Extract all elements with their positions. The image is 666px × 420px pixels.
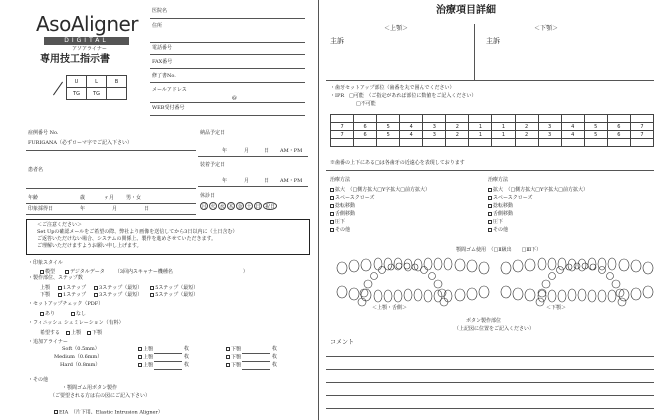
chief-complaint-lower: 主訴 bbox=[486, 37, 500, 45]
tooth-grid-cell[interactable] bbox=[538, 115, 561, 123]
tooth-grid-cell[interactable]: 5 bbox=[377, 131, 400, 139]
lower-header: ＜下顎＞ bbox=[534, 25, 559, 32]
right-title: 治療項目詳細 bbox=[436, 5, 496, 16]
scanner-label: （3回内スキャナー機種名 bbox=[114, 269, 173, 275]
checkbox[interactable] bbox=[94, 293, 98, 297]
notice-box bbox=[26, 219, 310, 255]
impression-date-field[interactable] bbox=[26, 214, 196, 215]
checkbox[interactable] bbox=[54, 410, 58, 414]
notice-title: ＜ご注意ください＞ bbox=[37, 222, 83, 228]
tooth-grid-cell[interactable] bbox=[607, 115, 630, 123]
scanner-close: ） bbox=[242, 269, 248, 275]
notice-line: ご理解いただけますようお願い申し上げます。 bbox=[37, 243, 142, 249]
aligner-unit: 枚 bbox=[184, 346, 190, 352]
checkbox[interactable] bbox=[226, 347, 230, 351]
setup-year: 年 bbox=[222, 178, 228, 184]
aligner-title: ・追加アライナー bbox=[28, 339, 68, 345]
notice-line: Set Upの確認メールをご希望の際、弊社より画像を送信してから3日以内に（土日含む） bbox=[37, 229, 238, 235]
method-item[interactable]: 捻転移動 bbox=[488, 202, 588, 210]
aligner-count[interactable] bbox=[242, 353, 270, 354]
tooth-grid-cell[interactable]: 7 bbox=[331, 123, 354, 131]
lower-steps-row bbox=[40, 291, 198, 298]
tooth-grid-cell[interactable] bbox=[469, 115, 492, 123]
tooth-grid-cell[interactable] bbox=[400, 115, 423, 123]
aligner-lower[interactable]: 下顎 bbox=[226, 363, 241, 369]
cert-field[interactable] bbox=[150, 82, 305, 83]
furigana-label: FURIGANA（必ずローマ字でご記入下さい） bbox=[28, 140, 133, 146]
month-unit: ヶ月 bbox=[104, 195, 115, 201]
weekday-chip[interactable]: 土 bbox=[246, 204, 252, 210]
tooth-grid-cell[interactable] bbox=[446, 115, 469, 123]
patient-name-field[interactable] bbox=[26, 188, 196, 189]
tooth-grid-cell[interactable] bbox=[469, 139, 492, 147]
phone-field[interactable] bbox=[150, 54, 305, 55]
chief-divider bbox=[474, 24, 475, 80]
aligner-count[interactable] bbox=[242, 361, 270, 362]
tooth-grid-row bbox=[331, 115, 654, 123]
tooth-grid-cell[interactable] bbox=[584, 139, 607, 147]
checkbox[interactable] bbox=[40, 270, 44, 274]
tooth-grid-cell[interactable] bbox=[630, 115, 653, 123]
method-item[interactable]: 拡大 （□側方拡大□Y字拡大□前方拡大） bbox=[330, 186, 430, 194]
weekday-chip[interactable]: 木 bbox=[228, 204, 234, 210]
comment-line[interactable] bbox=[326, 395, 654, 396]
tooth-grid-cell[interactable] bbox=[423, 139, 446, 147]
checkbox[interactable] bbox=[150, 293, 154, 297]
elastic-note: （ご要望される方は右の図にご記入下さい） bbox=[50, 393, 151, 399]
clinic-address-field[interactable] bbox=[150, 42, 305, 43]
checkbox[interactable] bbox=[488, 196, 492, 200]
tooth-grid-cell[interactable] bbox=[446, 139, 469, 147]
checkbox[interactable] bbox=[330, 188, 334, 192]
form-title: 専用技工指示書 bbox=[40, 54, 110, 65]
comment-line[interactable] bbox=[326, 369, 654, 370]
upper-label: 上顎 bbox=[40, 285, 51, 291]
method-item[interactable]: 圧下 bbox=[488, 218, 588, 226]
step-option[interactable]: 1ステップ bbox=[58, 284, 86, 291]
chief-bottom-line bbox=[326, 80, 654, 81]
finish-options bbox=[40, 329, 102, 336]
elastic-title: ・顎間ゴム用ボタン製作 bbox=[62, 385, 118, 391]
method-item[interactable]: 舌側移動 bbox=[488, 210, 588, 218]
comment-line[interactable] bbox=[326, 382, 654, 383]
button-site-note: （上記図に位置をご記入ください） bbox=[454, 326, 535, 332]
fax-label: FAX番号 bbox=[152, 59, 173, 65]
tooth-grid-cell[interactable]: 7 bbox=[331, 131, 354, 139]
aligner-count[interactable] bbox=[242, 369, 270, 370]
impression-style-title: ・印象スタイル bbox=[28, 260, 63, 266]
notice-line: ご返答いただけない場合、システムの関係上、製作を進めさせていただきます。 bbox=[37, 236, 217, 242]
case-number-label: 症例番号 No. bbox=[28, 130, 59, 136]
aligner-row bbox=[46, 363, 296, 371]
weekday-row bbox=[200, 202, 277, 210]
tooth-grid-cell[interactable] bbox=[561, 139, 584, 147]
button-site-title: ボタン製作部位 bbox=[466, 318, 502, 324]
finish-title: ・フィニッシュ シュミレーション（有料） bbox=[28, 320, 124, 326]
checkbox[interactable] bbox=[330, 228, 334, 232]
aligner-type: Soft（0.5mm） bbox=[62, 346, 100, 352]
checkbox[interactable] bbox=[488, 188, 492, 192]
method-item[interactable]: スペースクローズ bbox=[488, 194, 588, 202]
slash-mark bbox=[53, 82, 63, 96]
aligner-unit: 枚 bbox=[272, 346, 278, 352]
tooth-grid-cell[interactable]: 6 bbox=[354, 131, 377, 139]
aligner-table bbox=[46, 347, 296, 371]
tooth-grid-cell[interactable]: 5 bbox=[584, 123, 607, 131]
upper-steps-row bbox=[40, 284, 198, 291]
method-list-upper bbox=[330, 186, 430, 234]
setup-no[interactable]: なし bbox=[71, 310, 86, 317]
grid-cell[interactable] bbox=[107, 88, 127, 100]
ipr-not-possible[interactable]: □不可能 bbox=[356, 101, 376, 107]
jaw-code-grid bbox=[66, 75, 127, 100]
method-item[interactable]: 舌側移動 bbox=[330, 210, 430, 218]
aligner-unit: 枚 bbox=[272, 362, 278, 368]
tooth-grid-cell[interactable]: 4 bbox=[400, 131, 423, 139]
setup-check-title: ・セットアップチェック（PDF） bbox=[28, 301, 104, 307]
setup-yes[interactable]: あり bbox=[40, 310, 55, 317]
clinic-name-field[interactable] bbox=[150, 18, 305, 19]
imp-month: 月 bbox=[112, 206, 118, 212]
method-item[interactable]: スペースクローズ bbox=[330, 194, 430, 202]
aligner-unit: 枚 bbox=[184, 354, 190, 360]
tooth-grid-cell[interactable] bbox=[377, 115, 400, 123]
tooth-grid-cell[interactable] bbox=[561, 115, 584, 123]
checkbox[interactable] bbox=[87, 331, 91, 335]
tooth-grid-cell[interactable]: 6 bbox=[607, 123, 630, 131]
checkbox[interactable] bbox=[65, 270, 69, 274]
aligner-upper[interactable]: 上顎 bbox=[138, 347, 153, 353]
tooth-grid-cell[interactable] bbox=[492, 115, 515, 123]
checkbox[interactable] bbox=[226, 355, 230, 359]
tooth-grid-cell[interactable]: 2 bbox=[515, 131, 538, 139]
cert-label: 修了書No. bbox=[152, 73, 176, 79]
aligner-unit: 枚 bbox=[184, 362, 190, 368]
method-title-upper: 治療方法 bbox=[330, 177, 351, 183]
checkbox[interactable] bbox=[138, 355, 142, 359]
checkbox[interactable] bbox=[330, 212, 334, 216]
setup-date-label: 装着予定日 bbox=[200, 162, 226, 168]
setup-check-options bbox=[40, 310, 86, 317]
setup-day: 日 bbox=[264, 178, 270, 184]
checkbox[interactable] bbox=[330, 220, 334, 224]
clinic-name-label: 医院名 bbox=[152, 8, 168, 14]
tooth-grid-cell[interactable] bbox=[515, 139, 538, 147]
web-label: WEB受付番号 bbox=[152, 105, 185, 111]
delivery-month: 月 bbox=[244, 148, 250, 154]
tooth-grid-cell[interactable]: 4 bbox=[561, 131, 584, 139]
method-item[interactable]: 圧下 bbox=[330, 218, 430, 226]
checkbox[interactable] bbox=[71, 312, 75, 316]
tooth-grid-cell[interactable]: 5 bbox=[584, 131, 607, 139]
clinic-address-label: 住所 bbox=[152, 23, 163, 29]
brand-logo: AsoAligner bbox=[36, 12, 139, 36]
grid-cell[interactable]: TG bbox=[87, 88, 107, 100]
tooth-grid-cell[interactable]: 3 bbox=[423, 123, 446, 131]
aligner-type: Medium（0.6mm） bbox=[54, 354, 103, 360]
aligner-upper[interactable]: 上顎 bbox=[138, 355, 153, 361]
tooth-grid-cell[interactable] bbox=[400, 139, 423, 147]
delivery-year: 年 bbox=[222, 148, 228, 154]
tooth-grid-cell[interactable] bbox=[423, 115, 446, 123]
imp-day: 日 bbox=[144, 206, 150, 212]
finish-upper[interactable]: 上顎 bbox=[66, 329, 81, 336]
step-option[interactable]: 5ステップ（最短） bbox=[150, 284, 198, 291]
tooth-grid-cell[interactable]: 1 bbox=[492, 131, 515, 139]
elastic-use[interactable]: 顎間ゴム使用 （□Ⅱ級出 □Ⅲ下） bbox=[456, 247, 542, 253]
upper-occlusal-arch-icon bbox=[358, 263, 448, 306]
weekday-chip[interactable]: 火 bbox=[210, 204, 216, 210]
finish-lower[interactable]: 下顎 bbox=[87, 329, 102, 336]
checkbox[interactable] bbox=[66, 331, 70, 335]
chief-complaint-upper: 主訴 bbox=[330, 37, 344, 45]
tooth-grid-cell[interactable] bbox=[607, 139, 630, 147]
age-unit: 歳 bbox=[80, 195, 86, 201]
tooth-grid-cell[interactable]: 1 bbox=[492, 123, 515, 131]
tooth-grid-cell[interactable]: 4 bbox=[561, 123, 584, 131]
web-field[interactable] bbox=[150, 115, 305, 116]
eia-option[interactable]: EIA （片下用、Elastic Intrusion Aligner） bbox=[54, 410, 163, 416]
jaw-upper-caption: ＜上顎・舌側＞ bbox=[372, 305, 408, 311]
occlusal-arches[interactable] bbox=[326, 262, 658, 308]
aligner-count[interactable] bbox=[154, 369, 182, 370]
checkbox[interactable] bbox=[488, 228, 492, 232]
method-item[interactable]: 拡大 （□側方拡大□Y字拡大□前方拡大） bbox=[488, 186, 588, 194]
tooth-grid-cell[interactable] bbox=[538, 139, 561, 147]
tooth-grid-cell[interactable]: 3 bbox=[538, 131, 561, 139]
step-option[interactable]: 3ステップ（最短） bbox=[94, 291, 142, 298]
aligner-lower[interactable]: 下顎 bbox=[226, 355, 241, 361]
tooth-grid-row bbox=[331, 131, 654, 139]
tooth-grid-cell[interactable]: 3 bbox=[423, 131, 446, 139]
weekday-chip[interactable]: 水 bbox=[219, 204, 225, 210]
ipr-line[interactable]: ・IPR □可能 （ご指定があれば部位に数値をご記入ください） bbox=[330, 93, 477, 99]
method-list-lower bbox=[488, 186, 588, 234]
tooth-grid-cell[interactable] bbox=[331, 139, 354, 147]
brand-kana: アソアライナー bbox=[72, 46, 107, 52]
tooth-grid-cell[interactable]: 4 bbox=[400, 123, 423, 131]
checkbox[interactable] bbox=[488, 212, 492, 216]
tooth-grid-cell[interactable] bbox=[377, 139, 400, 147]
digital-option[interactable]: デジタルデータ bbox=[65, 268, 105, 275]
comment-label: コメント bbox=[330, 339, 355, 346]
tooth-grid-cell[interactable]: 3 bbox=[538, 123, 561, 131]
setup-date-field[interactable] bbox=[198, 186, 308, 187]
checkbox[interactable] bbox=[40, 312, 44, 316]
step-option[interactable]: 3ステップ（最短） bbox=[94, 284, 142, 291]
checkbox[interactable] bbox=[150, 286, 154, 290]
finish-label: 希望する bbox=[40, 330, 61, 336]
step-option[interactable]: 1ステップ bbox=[58, 291, 86, 298]
setup-site-title: ・歯牙セットアップ部位（歯番を丸で囲んでください） bbox=[330, 85, 455, 91]
tooth-grid-cell[interactable] bbox=[630, 139, 653, 147]
tooth-grid-cell[interactable]: 5 bbox=[377, 123, 400, 131]
setup-month: 月 bbox=[244, 178, 250, 184]
tooth-grid-cell[interactable]: 7 bbox=[630, 123, 653, 131]
other-title: ・その他 bbox=[28, 377, 49, 383]
checkbox[interactable] bbox=[330, 204, 334, 208]
holiday-label: 休診日 bbox=[200, 193, 216, 199]
aligner-type: Hard（0.8mm） bbox=[60, 362, 101, 368]
impression-date-label: 印象採得日 bbox=[28, 206, 54, 212]
tooth-grid-cell[interactable]: 2 bbox=[446, 123, 469, 131]
furigana-field[interactable] bbox=[26, 150, 196, 151]
delivery-label: 納品予定日 bbox=[200, 130, 226, 136]
method-item[interactable]: 捻転移動 bbox=[330, 202, 430, 210]
steps-title: ・製作部位、ステップ数 bbox=[28, 275, 83, 281]
impression-options bbox=[40, 268, 248, 275]
checkbox[interactable] bbox=[226, 363, 230, 367]
comment-line[interactable] bbox=[326, 408, 654, 409]
grid-note: ※歯番の上下にある□は各歯牙の近遠心を表現しております bbox=[330, 160, 465, 166]
delivery-ampm[interactable]: AM・PM bbox=[280, 148, 303, 154]
imp-year: 年 bbox=[80, 206, 86, 212]
checkbox[interactable] bbox=[138, 347, 142, 351]
tooth-number-grid bbox=[330, 114, 654, 147]
aligner-unit: 枚 bbox=[272, 354, 278, 360]
tooth-grid-cell[interactable]: 1 bbox=[469, 131, 492, 139]
age-field[interactable] bbox=[26, 203, 196, 204]
grid-cell[interactable]: L bbox=[87, 76, 107, 88]
tooth-grid-cell[interactable] bbox=[331, 115, 354, 123]
email-label: メールアドレス bbox=[152, 87, 187, 93]
aligner-lower[interactable]: 下顎 bbox=[226, 347, 241, 353]
grid-cell[interactable]: B bbox=[107, 76, 127, 88]
checkbox[interactable] bbox=[94, 286, 98, 290]
aligner-upper[interactable]: 上顎 bbox=[138, 363, 153, 369]
fax-field[interactable] bbox=[150, 68, 305, 69]
checkbox[interactable] bbox=[330, 196, 334, 200]
aligner-count[interactable] bbox=[154, 361, 182, 362]
tooth-grid-cell[interactable]: 2 bbox=[515, 123, 538, 131]
method-item[interactable]: その他 bbox=[330, 226, 430, 234]
grid-cell[interactable]: TG bbox=[67, 88, 87, 100]
email-at: @ bbox=[232, 95, 237, 101]
tooth-grid-cell[interactable]: 6 bbox=[354, 123, 377, 131]
tooth-grid-cell[interactable] bbox=[354, 139, 377, 147]
tooth-grid-cell[interactable] bbox=[492, 139, 515, 147]
tooth-grid-cell[interactable] bbox=[584, 115, 607, 123]
method-item[interactable]: その他 bbox=[488, 226, 588, 234]
weekday-chip[interactable]: 祝日 bbox=[264, 204, 275, 210]
setup-ampm[interactable]: AM・PM bbox=[280, 178, 303, 184]
tooth-grid-row bbox=[331, 139, 654, 147]
tooth-grid-cell[interactable]: 7 bbox=[630, 131, 653, 139]
sex-select[interactable]: 男・女 bbox=[126, 195, 142, 201]
age-label: 年齢 bbox=[28, 195, 39, 201]
tooth-grid-row bbox=[331, 123, 654, 131]
aligner-count[interactable] bbox=[154, 353, 182, 354]
comment-line[interactable] bbox=[326, 356, 654, 357]
grid-cell[interactable]: U bbox=[67, 76, 87, 88]
model-option[interactable]: 模型 bbox=[40, 268, 55, 275]
checkbox[interactable] bbox=[58, 286, 62, 290]
checkbox[interactable] bbox=[138, 363, 142, 367]
weekday-chip[interactable]: 月 bbox=[201, 204, 207, 210]
tooth-grid-cell[interactable]: 1 bbox=[469, 123, 492, 131]
tooth-grid-cell[interactable]: 6 bbox=[607, 131, 630, 139]
method-title-lower: 治療方法 bbox=[488, 177, 509, 183]
patient-name-label: 患者名 bbox=[28, 167, 44, 173]
tooth-grid-cell[interactable] bbox=[354, 115, 377, 123]
lower-label: 下顎 bbox=[40, 292, 51, 298]
jaw-lower-caption: ＜下顎＞ bbox=[546, 305, 567, 311]
checkbox[interactable] bbox=[488, 204, 492, 208]
checkbox[interactable] bbox=[58, 293, 62, 297]
checkbox[interactable] bbox=[488, 220, 492, 224]
delivery-day: 日 bbox=[264, 148, 270, 154]
upper-header: ＜上顎＞ bbox=[384, 25, 409, 32]
weekday-chip[interactable]: 金 bbox=[237, 204, 243, 210]
weekday-chip[interactable]: 日 bbox=[255, 204, 261, 210]
grid-note-line bbox=[326, 170, 654, 171]
lower-occlusal-arch-icon bbox=[536, 263, 626, 306]
brand-sub-bar: DIGITAL bbox=[44, 37, 129, 45]
tooth-grid-cell[interactable]: 2 bbox=[446, 131, 469, 139]
tooth-grid-cell[interactable] bbox=[515, 115, 538, 123]
delivery-field[interactable] bbox=[198, 156, 308, 157]
phone-label: 電話番号 bbox=[152, 45, 173, 51]
step-option[interactable]: 5ステップ（最短） bbox=[150, 291, 198, 298]
email-field[interactable] bbox=[150, 102, 305, 103]
column-divider bbox=[318, 0, 319, 420]
